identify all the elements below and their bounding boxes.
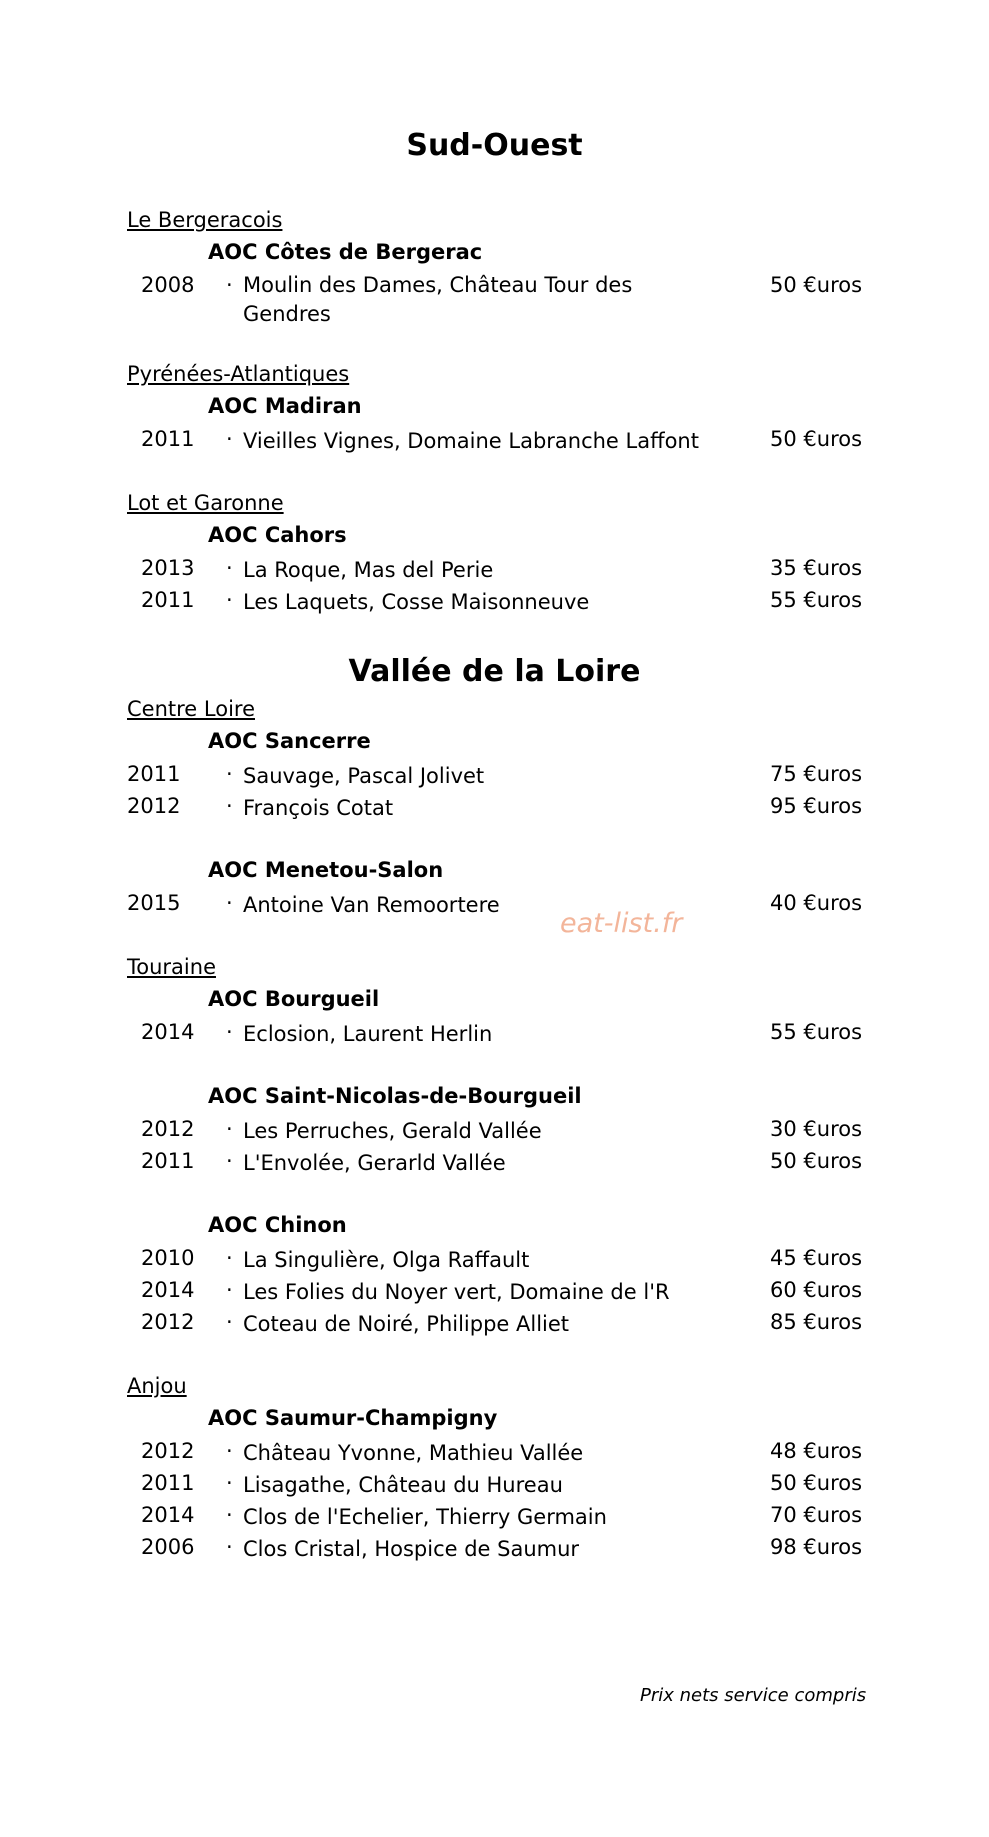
wine-price: 75 €uros — [770, 762, 863, 786]
wine-name: Les Perruches, Gerald Vallée — [243, 1119, 542, 1143]
wine-bullet: · — [226, 1020, 233, 1044]
wine-price: 30 €uros — [770, 1117, 863, 1141]
wine-price: 70 €uros — [770, 1503, 863, 1527]
region-anjou: Anjou — [127, 1374, 187, 1398]
wine-name: Coteau de Noiré, Philippe Alliet — [243, 1312, 570, 1336]
wine-bullet: · — [226, 588, 233, 612]
wine-year: 2012 — [141, 1117, 195, 1141]
wine-name: Château Yvonne, Mathieu Vallée — [243, 1441, 584, 1465]
wine-price: 60 €uros — [770, 1278, 863, 1302]
wine-price: 85 €uros — [770, 1310, 863, 1334]
wine-bullet: · — [226, 1149, 233, 1173]
wine-price: 95 €uros — [770, 794, 863, 818]
wine-bullet: · — [226, 1310, 233, 1334]
wine-bullet: · — [226, 1439, 233, 1463]
wine-name: Moulin des Dames, Château Tour des Gendres — [243, 273, 633, 326]
appellation-madiran: AOC Madiran — [208, 394, 362, 418]
wine-bullet: · — [226, 556, 233, 580]
wine-price: 50 €uros — [770, 1149, 863, 1173]
wine-price: 55 €uros — [770, 588, 863, 612]
wine-name: Eclosion, Laurent Herlin — [243, 1022, 493, 1046]
wine-name: Lisagathe, Château du Hureau — [243, 1473, 563, 1497]
wine-year: 2011 — [141, 427, 195, 451]
wine-year: 2006 — [141, 1535, 195, 1559]
wine-price: 45 €uros — [770, 1246, 863, 1270]
region-pyrenees-atlantiques: Pyrénées-Atlantiques — [127, 362, 350, 386]
wine-price: 40 €uros — [770, 891, 863, 915]
section-title-vallee-de-la-loire: Vallée de la Loire — [348, 654, 641, 689]
wine-year: 2011 — [141, 1471, 195, 1495]
wine-year: 2012 — [127, 794, 181, 818]
region-le-bergeracois: Le Bergeracois — [127, 208, 283, 232]
appellation-cahors: AOC Cahors — [208, 523, 347, 547]
wine-year: 2008 — [141, 273, 195, 297]
wine-bullet: · — [226, 427, 233, 451]
appellation-sancerre: AOC Sancerre — [208, 729, 371, 753]
wine-price: 50 €uros — [770, 427, 863, 451]
wine-year: 2010 — [141, 1246, 195, 1270]
wine-name: Clos Cristal, Hospice de Saumur — [243, 1537, 580, 1561]
wine-bullet: · — [226, 1503, 233, 1527]
wine-bullet: · — [226, 273, 233, 297]
wine-name: Vieilles Vignes, Domaine Labranche Laffont — [243, 429, 699, 453]
wine-price: 48 €uros — [770, 1439, 863, 1463]
wine-year: 2012 — [141, 1310, 195, 1334]
wine-year: 2015 — [127, 891, 181, 915]
wine-price: 50 €uros — [770, 273, 863, 297]
wine-bullet: · — [226, 1535, 233, 1559]
region-centre-loire: Centre Loire — [127, 697, 255, 721]
wine-bullet: · — [226, 794, 233, 818]
wine-year: 2014 — [141, 1503, 195, 1527]
footer-note: Prix nets service compris — [640, 1685, 867, 1706]
appellation-bourgueil: AOC Bourgueil — [208, 987, 380, 1011]
wine-name: La Roque, Mas del Perie — [243, 558, 494, 582]
wine-bullet: · — [226, 762, 233, 786]
wine-name: La Singulière, Olga Raffault — [243, 1248, 530, 1272]
wine-name: François Cotat — [243, 796, 394, 820]
wine-bullet: · — [226, 1117, 233, 1141]
wine-bullet: · — [226, 891, 233, 915]
wine-price: 98 €uros — [770, 1535, 863, 1559]
wine-price: 55 €uros — [770, 1020, 863, 1044]
region-touraine: Touraine — [127, 955, 216, 979]
section-title-sud-ouest: Sud-Ouest — [406, 128, 583, 163]
wine-year: 2011 — [141, 588, 195, 612]
wine-price: 50 €uros — [770, 1471, 863, 1495]
region-lot-et-garonne: Lot et Garonne — [127, 491, 284, 515]
wine-name: Les Folies du Noyer vert, Domaine de l'R — [243, 1280, 670, 1304]
wine-name: Sauvage, Pascal Jolivet — [243, 764, 485, 788]
wine-year: 2011 — [141, 1149, 195, 1173]
appellation-saumur-champigny: AOC Saumur-Champigny — [208, 1406, 498, 1430]
wine-bullet: · — [226, 1278, 233, 1302]
wine-year: 2014 — [141, 1020, 195, 1044]
wine-price: 35 €uros — [770, 556, 863, 580]
wine-year: 2011 — [127, 762, 181, 786]
wine-name: Clos de l'Echelier, Thierry Germain — [243, 1505, 607, 1529]
wine-year: 2014 — [141, 1278, 195, 1302]
wine-name: Les Laquets, Cosse Maisonneuve — [243, 590, 590, 614]
wine-name: Antoine Van Remoortere — [243, 893, 500, 917]
appellation-saint-nicolas-de-bourgueil: AOC Saint-Nicolas-de-Bourgueil — [208, 1084, 582, 1108]
wine-bullet: · — [226, 1471, 233, 1495]
wine-year: 2013 — [141, 556, 195, 580]
appellation-cotes-de-bergerac: AOC Côtes de Bergerac — [208, 240, 483, 264]
appellation-menetou-salon: AOC Menetou-Salon — [208, 858, 444, 882]
wine-name: L'Envolée, Gerarld Vallée — [243, 1151, 506, 1175]
wine-year: 2012 — [141, 1439, 195, 1463]
appellation-chinon: AOC Chinon — [208, 1213, 347, 1237]
wine-bullet: · — [226, 1246, 233, 1270]
watermark: eat-list.fr — [560, 908, 683, 939]
